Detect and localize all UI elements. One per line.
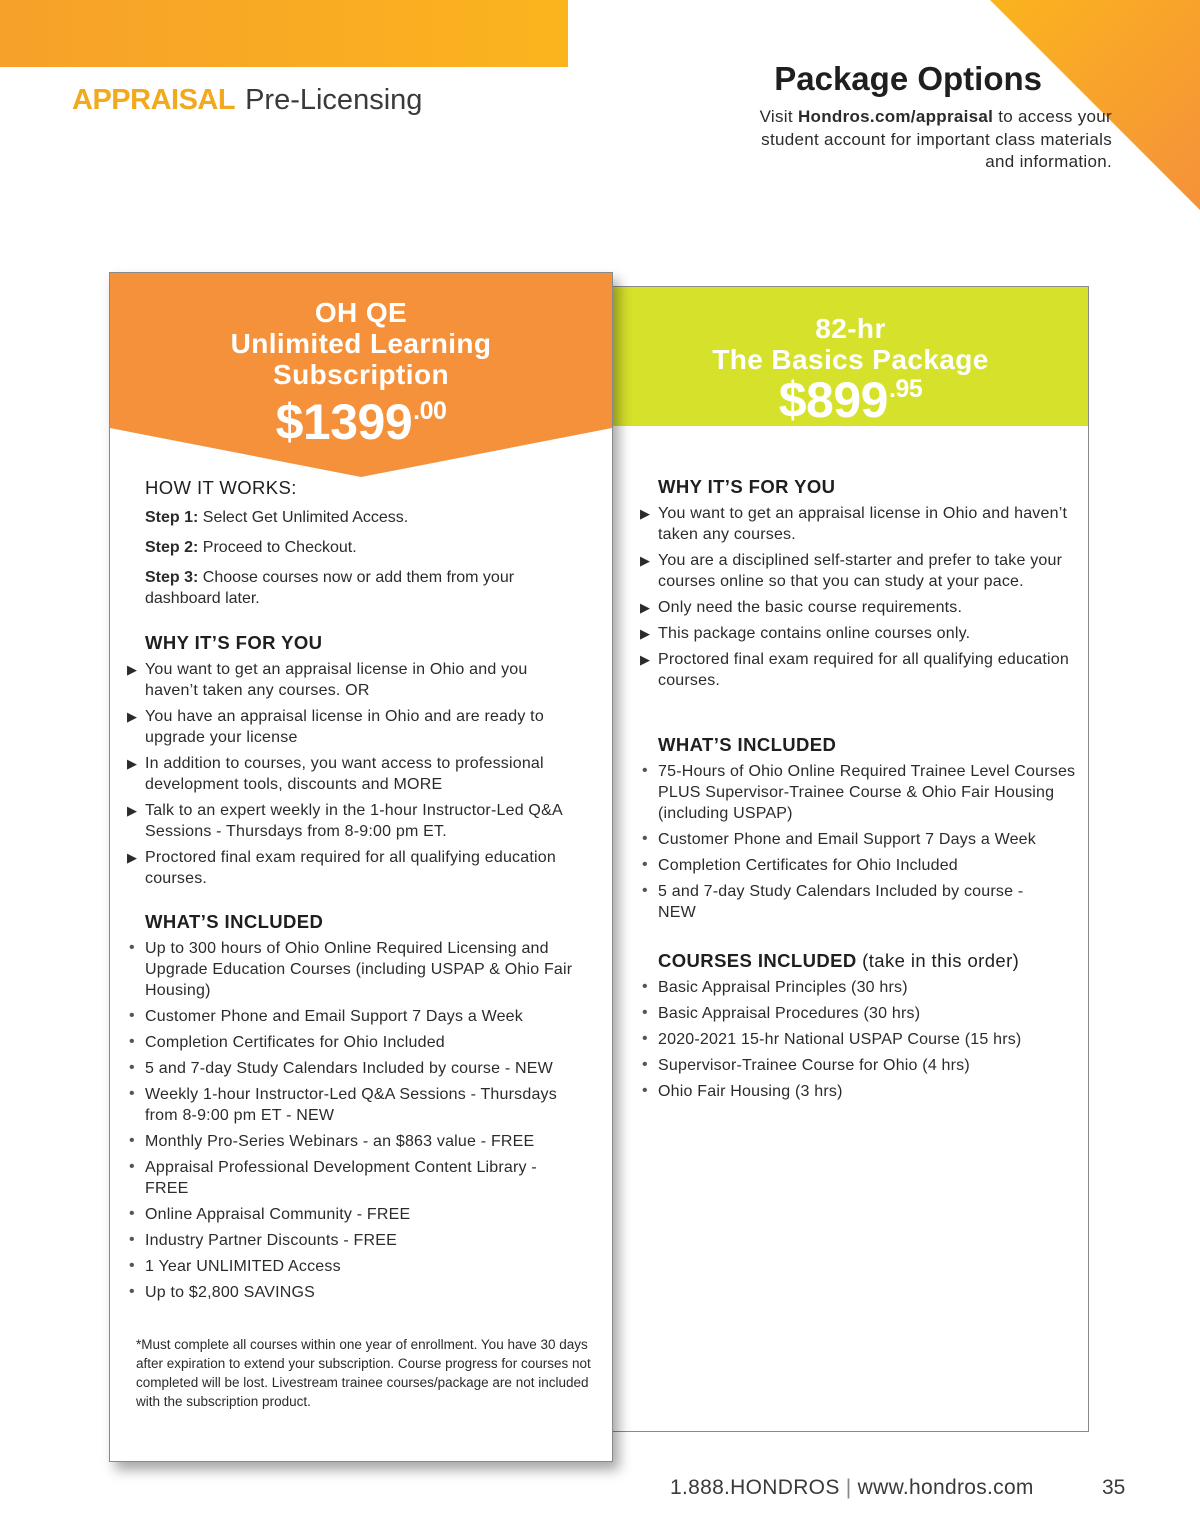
step-2 xyxy=(145,537,565,558)
list-item-text: You want to get an appraisal license in Ohio and haven’t taken any courses. xyxy=(658,505,1068,543)
price-dollars: $899 xyxy=(778,372,888,428)
section-label xyxy=(72,84,422,117)
dot-bullet-icon: • xyxy=(129,1059,135,1076)
courses-heading-text: COURSES INCLUDED xyxy=(658,950,857,971)
dot-bullet-icon: • xyxy=(642,1056,648,1073)
list-item-text: Proctored final exam required for all qualifying education courses. xyxy=(145,849,556,887)
list-item-text: Industry Partner Discounts - FREE xyxy=(145,1232,398,1249)
list-item xyxy=(642,881,1058,923)
why-list xyxy=(127,659,590,894)
list-item xyxy=(642,1003,1078,1024)
arrow-bullet-icon: ▶ xyxy=(127,756,138,771)
footer-website[interactable]: www.hondros.com xyxy=(857,1476,1034,1499)
price-cents: .95 xyxy=(888,375,923,403)
list-item xyxy=(640,550,1078,592)
included-heading-text: WHAT’S INCLUDED xyxy=(658,734,837,755)
list-item-text: You want to get an appraisal license in Ohio and you haven’t taken any courses. OR xyxy=(145,661,528,699)
page-title: Package Options xyxy=(774,60,1042,97)
list-item-text: Supervisor-Trainee Course for Ohio (4 hrs) xyxy=(658,1057,970,1074)
website-link[interactable]: Hondros.com/appraisal xyxy=(797,107,994,126)
why-list xyxy=(640,503,1078,696)
list-item xyxy=(642,855,1078,876)
included-list xyxy=(129,938,595,1308)
dot-bullet-icon: • xyxy=(129,1283,135,1300)
price-dollars: $1399 xyxy=(275,394,413,450)
courses-list xyxy=(642,977,1078,1107)
list-item-text: 5 and 7-day Study Calendars Included by course - NEW xyxy=(658,883,1024,921)
dot-bullet-icon: • xyxy=(129,1085,135,1102)
list-item-text: Up to 300 hours of Ohio Online Required Licensing and Upgrade Education Courses (including USPAP & Ohio Fair Housing) xyxy=(145,940,573,999)
list-item-text: In addition to courses, you want access to professional development tools, discounts and MORE xyxy=(145,755,544,793)
list-item-text: Proctored final exam required for all qualifying education courses. xyxy=(658,651,1069,689)
list-item xyxy=(127,659,570,701)
list-item-text: Customer Phone and Email Support 7 Days a Week xyxy=(145,1008,523,1025)
package-title-line1: OH QE xyxy=(314,297,408,328)
list-item-text: Talk to an expert weekly in the 1-hour Instructor-Led Q&A Sessions - Thursdays from 8-9:00 pm ET. xyxy=(145,802,562,840)
corner-accent-shape xyxy=(970,0,1200,210)
list-item xyxy=(129,1131,595,1152)
list-item-text: Completion Certificates for Ohio Included xyxy=(658,857,958,874)
list-item xyxy=(640,649,1078,691)
step-3 xyxy=(145,567,555,609)
dot-bullet-icon: • xyxy=(129,1231,135,1248)
header-accent-bar xyxy=(0,0,568,67)
dot-bullet-icon: • xyxy=(642,1082,648,1099)
list-item-text: Appraisal Professional Development Content Library - FREE xyxy=(145,1159,537,1197)
package-price xyxy=(613,371,1088,429)
arrow-bullet-icon: ▶ xyxy=(640,553,651,568)
list-item-text: 75-Hours of Ohio Online Required Trainee Level Courses PLUS Supervisor-Trainee Course & Ohio Fair Housing (including USPAP) xyxy=(658,763,1076,822)
list-item-text: Only need the basic course requirements. xyxy=(658,599,963,616)
price-cents: .00 xyxy=(413,397,447,425)
list-item xyxy=(640,623,1078,644)
dot-bullet-icon: • xyxy=(129,939,135,956)
dot-bullet-icon: • xyxy=(642,1004,648,1021)
list-item-text: You are a disciplined self-starter and prefer to take your courses online so that you can study at your pace. xyxy=(658,552,1063,590)
why-heading xyxy=(658,476,835,498)
list-item-text: Online Appraisal Community - FREE xyxy=(145,1206,411,1223)
list-item xyxy=(642,829,1078,850)
list-item xyxy=(129,1204,595,1225)
list-item xyxy=(129,1058,595,1079)
list-item xyxy=(640,503,1078,545)
page-subtitle xyxy=(732,106,1112,174)
list-item xyxy=(129,1084,580,1126)
dot-bullet-icon: • xyxy=(129,1257,135,1274)
step-label: Step 1: xyxy=(145,509,199,526)
dot-bullet-icon: • xyxy=(129,1158,135,1175)
subtitle-prefix: Visit xyxy=(759,107,798,126)
list-item-text: Up to $2,800 SAVINGS xyxy=(145,1284,316,1301)
list-item xyxy=(129,1032,595,1053)
arrow-bullet-icon: ▶ xyxy=(640,626,651,641)
step-text: Choose courses now or add them from your dashboard later. xyxy=(145,569,515,607)
list-item xyxy=(127,753,575,795)
list-item xyxy=(642,977,1078,998)
arrow-bullet-icon: ▶ xyxy=(640,652,651,667)
why-heading xyxy=(145,632,322,654)
list-item xyxy=(129,1230,595,1251)
package-header-basics xyxy=(613,287,1088,426)
why-heading-text: WHY IT’S FOR YOU xyxy=(145,632,323,653)
section-label-strong: APPRAISAL xyxy=(72,84,236,116)
list-item xyxy=(640,597,1078,618)
arrow-bullet-icon: ▶ xyxy=(127,662,138,677)
step-1 xyxy=(145,507,565,528)
list-item-text: Completion Certificates for Ohio Included xyxy=(145,1034,445,1051)
footer-separator: | xyxy=(839,1476,858,1499)
dot-bullet-icon: • xyxy=(129,1205,135,1222)
list-item xyxy=(127,847,590,889)
package-header-unlimited xyxy=(110,273,612,478)
arrow-bullet-icon: ▶ xyxy=(127,709,138,724)
arrow-bullet-icon: ▶ xyxy=(640,506,651,521)
dot-bullet-icon: • xyxy=(642,978,648,995)
list-item-text: Monthly Pro-Series Webinars - an $863 value - FREE xyxy=(145,1133,535,1150)
arrow-bullet-icon: ▶ xyxy=(640,600,651,615)
list-item xyxy=(642,1029,1078,1050)
dot-bullet-icon: • xyxy=(642,762,648,779)
how-heading-text: HOW IT WORKS: xyxy=(145,477,297,498)
list-item-text: 5 and 7-day Study Calendars Included by course - NEW xyxy=(145,1060,553,1077)
list-item-text: Weekly 1-hour Instructor-Led Q&A Sessions - Thursdays from 8-9:00 pm ET - NEW xyxy=(145,1086,557,1124)
list-item-text: This package contains online courses only. xyxy=(658,625,971,642)
step-label: Step 3: xyxy=(145,569,199,586)
list-item-text: You have an appraisal license in Ohio and are ready to upgrade your license xyxy=(145,708,544,746)
list-item xyxy=(127,800,590,842)
list-item xyxy=(129,1157,570,1199)
package-title-line2: Unlimited Learning xyxy=(230,328,492,359)
included-heading xyxy=(145,911,323,933)
footnote: *Must complete all courses within one year of enrollment. You have 30 days after expiration to extend your subscription. Course progress for courses not completed will be lost. Livestream trainee courses/package are not included with the subscription product. xyxy=(136,1337,591,1409)
list-item-text: Customer Phone and Email Support 7 Days a Week xyxy=(658,831,1036,848)
courses-heading-note: (take in this order) xyxy=(856,950,1020,971)
package-price xyxy=(110,393,612,451)
list-item xyxy=(129,938,595,1001)
arrow-bullet-icon: ▶ xyxy=(127,850,138,865)
footer-phone[interactable]: 1.888.HONDROS xyxy=(670,1476,840,1499)
package-title-line1: 82-hr xyxy=(815,313,886,344)
page-number: 35 xyxy=(1102,1476,1126,1499)
included-heading xyxy=(658,734,836,756)
list-item-text: Basic Appraisal Procedures (30 hrs) xyxy=(658,1005,921,1022)
list-item xyxy=(642,1055,1078,1076)
step-label: Step 2: xyxy=(145,539,199,556)
list-item-text: Ohio Fair Housing (3 hrs) xyxy=(658,1083,843,1100)
courses-heading xyxy=(658,950,1019,972)
list-item xyxy=(127,706,570,748)
dot-bullet-icon: • xyxy=(642,882,648,899)
arrow-bullet-icon: ▶ xyxy=(127,803,138,818)
package-card-basics xyxy=(612,286,1089,1432)
package-title-line3: Subscription xyxy=(273,359,449,390)
dot-bullet-icon: • xyxy=(642,1030,648,1047)
list-item xyxy=(642,761,1078,824)
how-heading xyxy=(145,477,297,499)
list-item-text: 1 Year UNLIMITED Access xyxy=(145,1258,341,1275)
dot-bullet-icon: • xyxy=(642,830,648,847)
included-heading-text: WHAT’S INCLUDED xyxy=(145,911,324,932)
step-text: Proceed to Checkout. xyxy=(198,539,357,556)
dot-bullet-icon: • xyxy=(129,1007,135,1024)
dot-bullet-icon: • xyxy=(129,1033,135,1050)
package-card-unlimited xyxy=(109,272,613,1462)
list-item xyxy=(642,1081,1078,1102)
step-text: Select Get Unlimited Access. xyxy=(198,509,409,526)
list-item xyxy=(129,1006,595,1027)
list-item-text: Basic Appraisal Principles (30 hrs) xyxy=(658,979,908,996)
package-title-line2: The Basics Package xyxy=(712,344,989,375)
list-item xyxy=(129,1256,595,1277)
included-list xyxy=(642,761,1078,928)
why-heading-text: WHY IT’S FOR YOU xyxy=(658,476,836,497)
section-label-light: Pre-Licensing xyxy=(245,84,423,116)
footer-contact xyxy=(670,1476,1034,1500)
list-item xyxy=(129,1282,595,1303)
subtitle-suffix: to access your student account for important class materials and information. xyxy=(761,107,1112,171)
dot-bullet-icon: • xyxy=(642,856,648,873)
dot-bullet-icon: • xyxy=(129,1132,135,1149)
list-item-text: 2020-2021 15-hr National USPAP Course (15 hrs) xyxy=(658,1031,1022,1048)
